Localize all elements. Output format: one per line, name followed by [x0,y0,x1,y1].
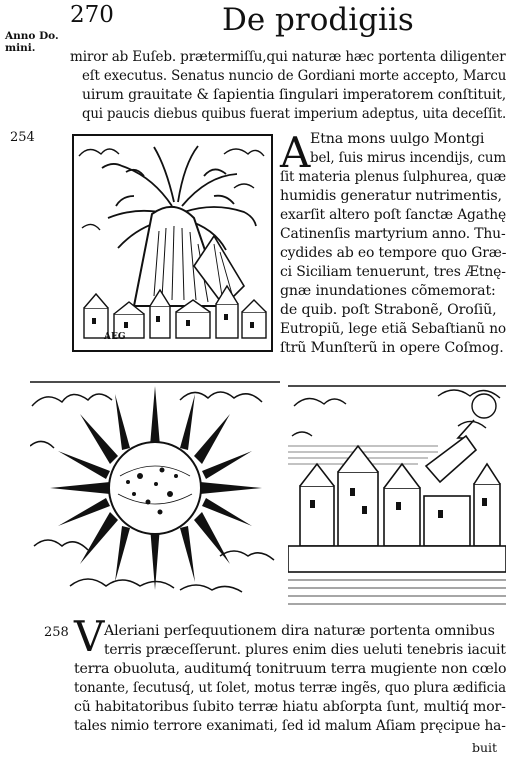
text-line: miror ab Euſeb. prætermiſſu,qui naturæ hæc portenta diligenter [70,49,506,65]
woodcut-inscription: AEG [104,332,126,342]
text-line: Catinenſis martyrium anno. Thu- [280,226,506,242]
text-line: eſt executus. Senatus nuncio de Gordiani morte accepto, Marcu [82,68,507,84]
volcano-illustration [74,136,271,350]
anno-domini-label: Anno Do. mini. [5,30,59,54]
text-line: cũ habitatoribus ſubito terræ hiatu abſorpta ſunt, multiq́ mor- [74,699,506,715]
text-line: terris præceſſerunt. plures enim dies ueluti tenebris iacuit [104,642,506,658]
text-line: ci Siciliam tenuerunt, tres Ætnę- [280,264,506,280]
drop-cap: V [74,612,105,661]
page-number: 270 [70,2,114,28]
text-line: cydides ab eo tempore quo Græ- [280,245,507,261]
text-line: bel, ſuis mirus incendijs, cum [310,150,506,166]
text-line: ſit materia plenus ſulphurea, quæ [280,169,507,185]
earthquake-woodcut [288,376,506,612]
running-title: De prodigiis [222,2,414,38]
drop-cap: A [280,128,311,177]
text-line: exarſit altero poſt ſanctæ Agathę [280,207,507,223]
text-line: Aleriani perſequutionem dira naturæ portenta omnibus [104,623,495,639]
earthquake-illustration [288,376,506,612]
margin-number: 254 [10,130,35,145]
margin-number: 258 [44,625,69,640]
sun-woodcut [30,376,280,612]
text-line: humidis generatur nutrimentis, [280,188,502,204]
text-line: tales nimio terrore exanimati, ſed id malum Aſiam pręcipue ha- [74,718,506,734]
text-line: Etna mons uulgo Montgi [310,131,485,147]
text-line: tonante, ſecutusq́, ut ſolet, motus terræ ingẽs, quo plura ædificia [74,680,506,696]
text-line: Eutropiũ, lege etiã Sebaſtianũ no [280,321,506,337]
sun-illustration [30,376,280,612]
text-line: uirum grauitate & ſapientia ſingulari imperatorem conſtituit, [82,87,507,103]
text-line: gnæ inundationes cõmemorat: [280,283,496,299]
text-line: de quib. poſt Strabonẽ, Oroſiũ, [280,302,497,318]
volcano-woodcut [72,134,273,352]
text-line: qui paucis diebus quibus fuerat imperium adeptus, uita deceſſit. [82,106,507,122]
text-line: ſtrũ Munſterũ in opere Coſmog. [280,340,504,356]
text-line: terra obuoluta, auditumq́ tonitruum terra mugiente non cœlo [74,661,507,677]
catchword: buit [472,740,498,755]
